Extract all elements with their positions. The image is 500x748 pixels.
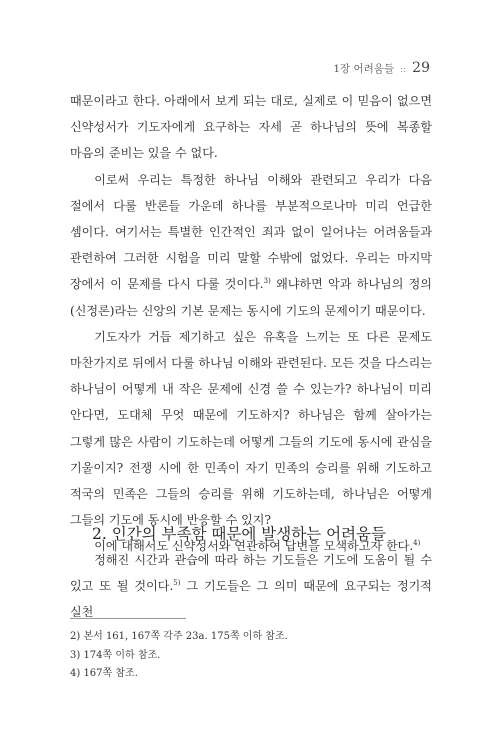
paragraph-questions: 기도자가 거듭 제기하고 싶은 유혹을 느끼는 또 다른 문제도 마찬가지로 뒤에서 다룰 하나님 이해와 관련된다. 모든 것을 다스리는 하나님이 어떻게 내 작은 문제에 신경 쓸 수 있는가? 하나님이 미리 안다면, 도대체 무엇 때문에 기도하지? 하나님은 함께 살아가는 그렇게 많은 사람이 기도하는데 어떻게 그들의 기도에 동시에 관심을 기울이지? 전쟁 시에 한 민족이 자기 민족의 승리를 위해 기도하고 적국의 민족은 그들의 승리를 위해 기도하는데, 하나님은 어떻게 그들의 기도에 동시에 반응할 수 있지?: [70, 329, 432, 528]
footnote-3: 3) 174쪽 이하 참조.: [70, 649, 161, 661]
section-body-text: [70, 547, 432, 626]
footnote-divider: [70, 618, 186, 619]
paragraph-answer: 이에 대해서도 신약성서와 연관하여 답변을 모색하고자 한다.$^{4)}$: [94, 539, 421, 554]
paragraph-section-start: 정해진 시간과 관습에 따라 하는 기도들은 기도에 도움이 될 수 있고 또 될 것이다.$^{5)}$ 그 기도들은 그 의미 때문에 요구되는 정기적 실천: [70, 553, 432, 620]
body-text: [70, 88, 432, 560]
footnote-mark-3: 3): [263, 277, 271, 286]
footnote-4: 4) 167쪽 참조.: [70, 668, 138, 679]
paragraph-continuation: 때문이라고 한다. 아래에서 보게 되는 대로, 실제로 이 믿음이 없으면 신약성서가 기도자에게 요구하는 자세 곧 하나님의 뜻에 복종할 마음의 준비는 있을 수 없다.: [70, 94, 432, 161]
footnote-mark-5: 5): [173, 579, 181, 588]
chapter-title: 1장 어려움들: [333, 63, 395, 75]
running-head: [333, 60, 430, 76]
paragraph-theodicy: 이로써 우리는 특정한 하나님 이해와 관련되고 우리가 다음 절에서 다룰 반론들 가운데 하나를 부분적으로나마 미리 언급한 셈이다. 여기서는 특별한 인간적인 죄과 없이 일어나는 어려움들과 관련하여 그러한 시험을 미리 말할 수밖에 없었다. 우리는 마지막 장에서 이 문제를 다시 다룰 것이다.$^{3)}$ 왜냐하면 악과 하나님의 정의(신정론)라는 신앙의 기본 문제는 동시에 기도의 문제이기 때문이다.: [70, 172, 432, 318]
footnotes: [70, 628, 432, 684]
page-number: 29: [412, 60, 430, 76]
footnote-2: 2) 본서 161, 167쪽 각주 23a. 175쪽 이하 참조.: [70, 631, 288, 642]
running-head-separator: ::: [400, 65, 407, 75]
footnote-mark-4: 4): [413, 539, 421, 548]
section-heading: 2. 인간의 부족함 때문에 발생하는 어려움들: [92, 525, 386, 543]
